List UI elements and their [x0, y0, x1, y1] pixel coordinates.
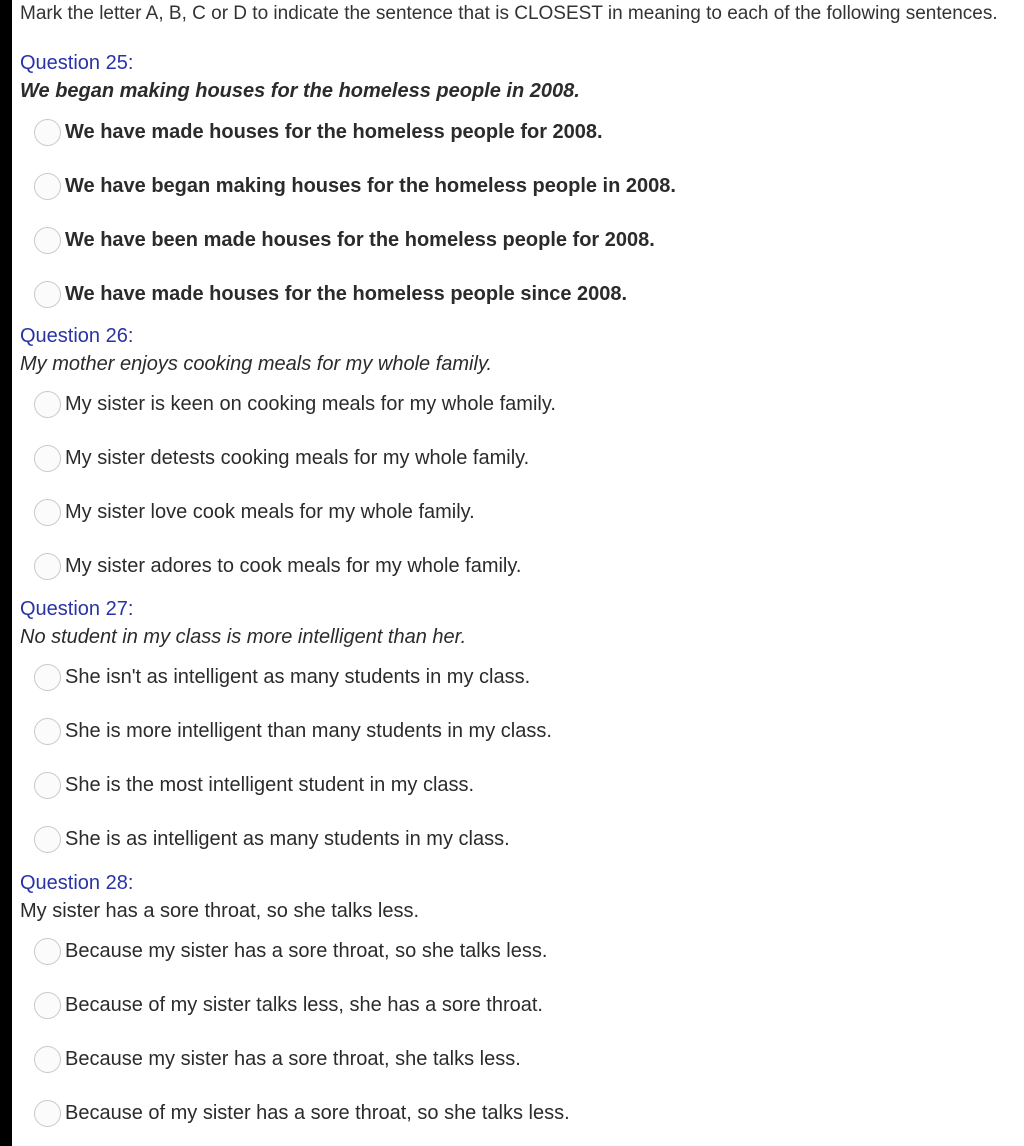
radio-button[interactable]: [34, 772, 61, 799]
option-c[interactable]: [34, 1045, 934, 1079]
radio-button[interactable]: [34, 938, 61, 965]
radio-button[interactable]: [34, 119, 61, 146]
option-label: Because of my sister has a sore throat, so she talks less.: [65, 1102, 570, 1124]
option-label: She is as intelligent as many students in my class.: [65, 828, 510, 850]
radio-button[interactable]: [34, 227, 61, 254]
question-prompt: My sister has a sore throat, so she talks less.: [20, 900, 420, 922]
option-label: She isn't as intelligent as many students in my class.: [65, 666, 531, 688]
question-prompt: My mother enjoys cooking meals for my whole family.: [20, 353, 493, 375]
option-c[interactable]: [34, 771, 934, 805]
option-b[interactable]: [34, 717, 934, 751]
option-d[interactable]: [34, 552, 934, 586]
instructions-text: Mark the letter A, B, C or D to indicate the sentence that is CLOSEST in meaning to each of the following sentences.: [20, 3, 998, 24]
radio-button[interactable]: [34, 718, 61, 745]
question-title: Question 26:: [20, 325, 134, 347]
option-a[interactable]: [34, 663, 934, 697]
option-label: She is more intelligent than many students in my class.: [65, 720, 552, 742]
question-title: Question 28:: [20, 872, 134, 894]
option-label: We have made houses for the homeless people since 2008.: [65, 283, 628, 305]
option-label: Because my sister has a sore throat, so she talks less.: [65, 940, 548, 962]
option-a[interactable]: [34, 390, 934, 424]
option-label: We have made houses for the homeless people for 2008.: [65, 121, 603, 143]
option-label: My sister adores to cook meals for my whole family.: [65, 555, 522, 577]
option-d[interactable]: [34, 825, 934, 859]
radio-button[interactable]: [34, 1046, 61, 1073]
radio-button[interactable]: [34, 1100, 61, 1127]
option-label: We have began making houses for the homeless people in 2008.: [65, 175, 676, 197]
option-c[interactable]: [34, 226, 934, 260]
option-c[interactable]: [34, 498, 934, 532]
option-b[interactable]: [34, 991, 934, 1025]
option-a[interactable]: [34, 118, 934, 152]
option-d[interactable]: [34, 280, 934, 314]
radio-button[interactable]: [34, 173, 61, 200]
radio-button[interactable]: [34, 826, 61, 853]
option-b[interactable]: [34, 444, 934, 478]
question-prompt: No student in my class is more intelligent than her.: [20, 626, 467, 648]
question-prompt: We began making houses for the homeless people in 2008.: [20, 80, 580, 102]
radio-button[interactable]: [34, 664, 61, 691]
question-title: Question 27:: [20, 598, 134, 620]
question-title: Question 25:: [20, 52, 134, 74]
radio-button[interactable]: [34, 553, 61, 580]
option-a[interactable]: [34, 937, 934, 971]
option-label: My sister detests cooking meals for my whole family.: [65, 447, 530, 469]
option-label: My sister is keen on cooking meals for my whole family.: [65, 393, 556, 415]
radio-button[interactable]: [34, 445, 61, 472]
radio-button[interactable]: [34, 281, 61, 308]
radio-button[interactable]: [34, 391, 61, 418]
option-label: We have been made houses for the homeless people for 2008.: [65, 229, 655, 251]
quiz-page: [12, 0, 1024, 1146]
option-label: She is the most intelligent student in my class.: [65, 774, 475, 796]
option-label: My sister love cook meals for my whole family.: [65, 501, 475, 523]
radio-button[interactable]: [34, 992, 61, 1019]
option-d[interactable]: [34, 1099, 934, 1133]
option-label: Because of my sister talks less, she has a sore throat.: [65, 994, 543, 1016]
option-label: Because my sister has a sore throat, she talks less.: [65, 1048, 521, 1070]
option-b[interactable]: [34, 172, 934, 206]
radio-button[interactable]: [34, 499, 61, 526]
